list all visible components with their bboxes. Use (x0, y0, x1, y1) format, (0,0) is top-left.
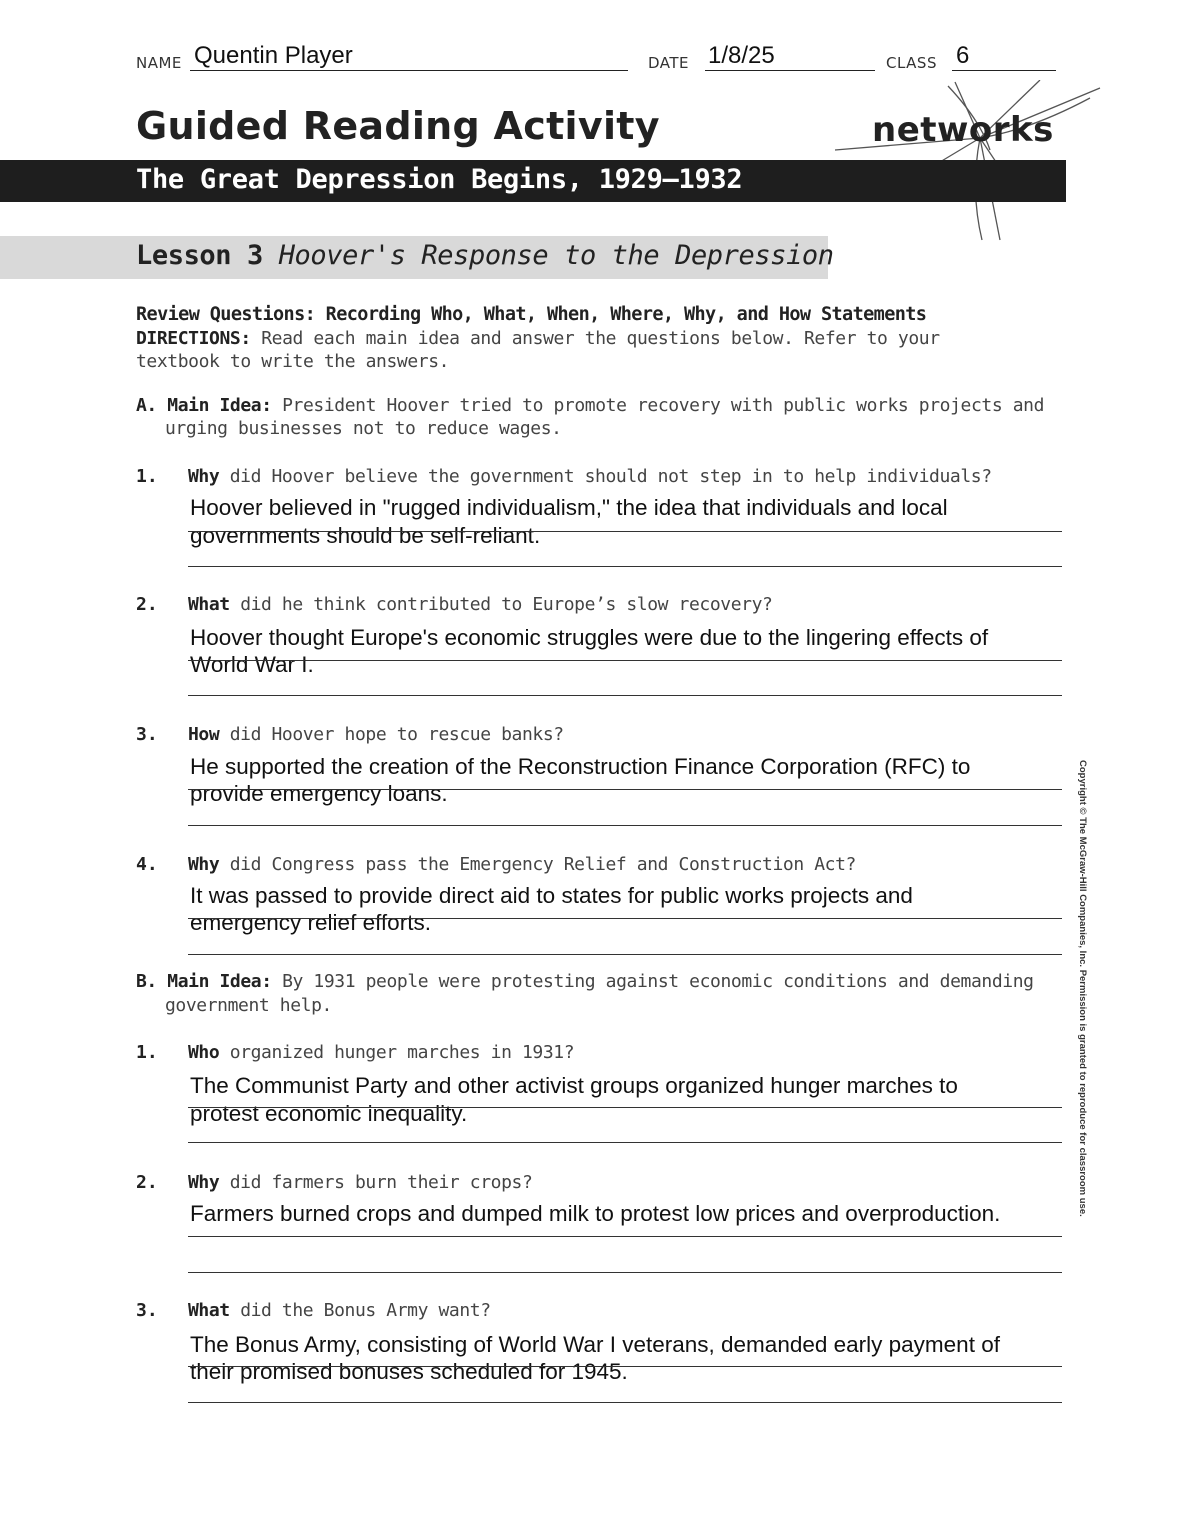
question-rest: did he think contributed to Europe’s slow recovery? (240, 594, 773, 615)
question-keyword: Who (188, 1042, 220, 1063)
answer-line-2[interactable]: their promised bonuses scheduled for 1945. (190, 1359, 628, 1384)
answer-line-1[interactable]: The Communist Party and other activist groups organized hunger marches to (190, 1073, 958, 1098)
answer-rule (188, 825, 1062, 826)
question-text (188, 1300, 491, 1321)
section-a-label: A. Main Idea: (136, 395, 272, 416)
question-number: 1. (136, 1042, 158, 1063)
date-value[interactable]: 1/8/25 (708, 42, 775, 69)
directions-text: Read each main idea and answer the questions below. Refer to your (261, 328, 940, 349)
answer-rule (188, 789, 1062, 790)
name-value[interactable]: Quentin Player (194, 42, 353, 69)
answer-line-1[interactable]: He supported the creation of the Reconstruction Finance Corporation (RFC) to (190, 754, 971, 779)
question-text (188, 1042, 574, 1063)
question-keyword: Why (188, 1172, 220, 1193)
answer-rule (188, 1236, 1062, 1237)
answer-rule (188, 660, 1062, 661)
question-text (188, 594, 772, 615)
directions-line2: textbook to write the answers. (136, 351, 450, 372)
answer-rule (188, 531, 1062, 532)
section-b-label: B. Main Idea: (136, 971, 272, 992)
date-label: DATE (648, 54, 690, 72)
question-number: 3. (136, 724, 158, 745)
question-rest: organized hunger marches in 1931? (229, 1042, 575, 1063)
question-rest: did Congress pass the Emergency Relief and Construction Act? (229, 854, 856, 875)
answer-rule (188, 918, 1062, 919)
answer-rule (188, 1142, 1062, 1143)
class-value[interactable]: 6 (956, 42, 970, 69)
section-b-main-idea-line2: government help. (165, 995, 332, 1016)
section-a-text: President Hoover tried to promote recovery with public works projects and (282, 395, 1045, 416)
copyright-notice: Copyright © The McGraw-Hill Companies, Inc. Permission is granted to reproduce for classroom use. (1077, 760, 1088, 1217)
question-text (188, 1172, 532, 1193)
answer-line-1[interactable]: Farmers burned crops and dumped milk to protest low prices and overproduction. (190, 1201, 1001, 1226)
question-number: 4. (136, 854, 158, 875)
answer-line-2[interactable]: protest economic inequality. (190, 1101, 468, 1126)
question-rest: did Hoover believe the government should not step in to help individuals? (229, 466, 992, 487)
directions-label: DIRECTIONS: (136, 328, 251, 349)
question-keyword: How (188, 724, 220, 745)
class-line (952, 70, 1056, 71)
answer-line-2[interactable]: provide emergency loans. (190, 781, 448, 806)
answer-rule (188, 1402, 1062, 1403)
question-keyword: Why (188, 466, 220, 487)
question-number: 2. (136, 594, 158, 615)
class-label: CLASS (886, 54, 937, 72)
question-number: 3. (136, 1300, 158, 1321)
question-rest: did the Bonus Army want? (240, 1300, 491, 1321)
answer-line-1[interactable]: The Bonus Army, consisting of World War I veterans, demanded early payment of (190, 1332, 1000, 1357)
answer-line-1[interactable]: Hoover thought Europe's economic struggles were due to the lingering effects of (190, 625, 989, 650)
answer-line-2[interactable]: World War I. (190, 652, 314, 677)
lesson-label: Lesson 3 (136, 240, 263, 271)
answer-rule (188, 1272, 1062, 1273)
page-title: Guided Reading Activity (136, 104, 660, 148)
question-text (188, 724, 564, 745)
answer-rule (188, 1107, 1062, 1108)
answer-rule (188, 566, 1062, 567)
question-keyword: Why (188, 854, 220, 875)
name-line (190, 70, 628, 71)
question-number: 1. (136, 466, 158, 487)
question-rest: did Hoover hope to rescue banks? (229, 724, 564, 745)
name-label: NAME (136, 54, 182, 72)
directions-line1 (136, 328, 940, 349)
question-text (188, 466, 992, 487)
answer-rule (188, 695, 1062, 696)
banner-title: The Great Depression Begins, 1929–1932 (136, 164, 743, 195)
answer-line-1[interactable]: It was passed to provide direct aid to states for public works projects and (190, 883, 913, 908)
question-rest: did farmers burn their crops? (229, 1172, 533, 1193)
section-a-main-idea (136, 395, 1044, 416)
section-b-main-idea (136, 971, 1034, 992)
review-questions-title: Review Questions: Recording Who, What, When, Where, Why, and How Statements (136, 304, 927, 325)
answer-rule (188, 1366, 1062, 1367)
question-number: 2. (136, 1172, 158, 1193)
question-keyword: What (188, 1300, 230, 1321)
lesson-title: Hoover's Response to the Depression (278, 240, 834, 271)
date-line (705, 70, 875, 71)
section-b-text: By 1931 people were protesting against economic conditions and demanding (282, 971, 1034, 992)
answer-line-1[interactable]: Hoover believed in "rugged individualism," the idea that individuals and local (190, 495, 948, 520)
answer-rule (188, 954, 1062, 955)
networks-logo: networks (872, 110, 1054, 150)
question-keyword: What (188, 594, 230, 615)
section-a-main-idea-line2: urging businesses not to reduce wages. (165, 418, 562, 439)
answer-line-2[interactable]: emergency relief efforts. (190, 910, 431, 935)
lesson-heading (136, 240, 834, 271)
answer-line-2[interactable]: governments should be self-reliant. (190, 523, 541, 548)
question-text (188, 854, 856, 875)
